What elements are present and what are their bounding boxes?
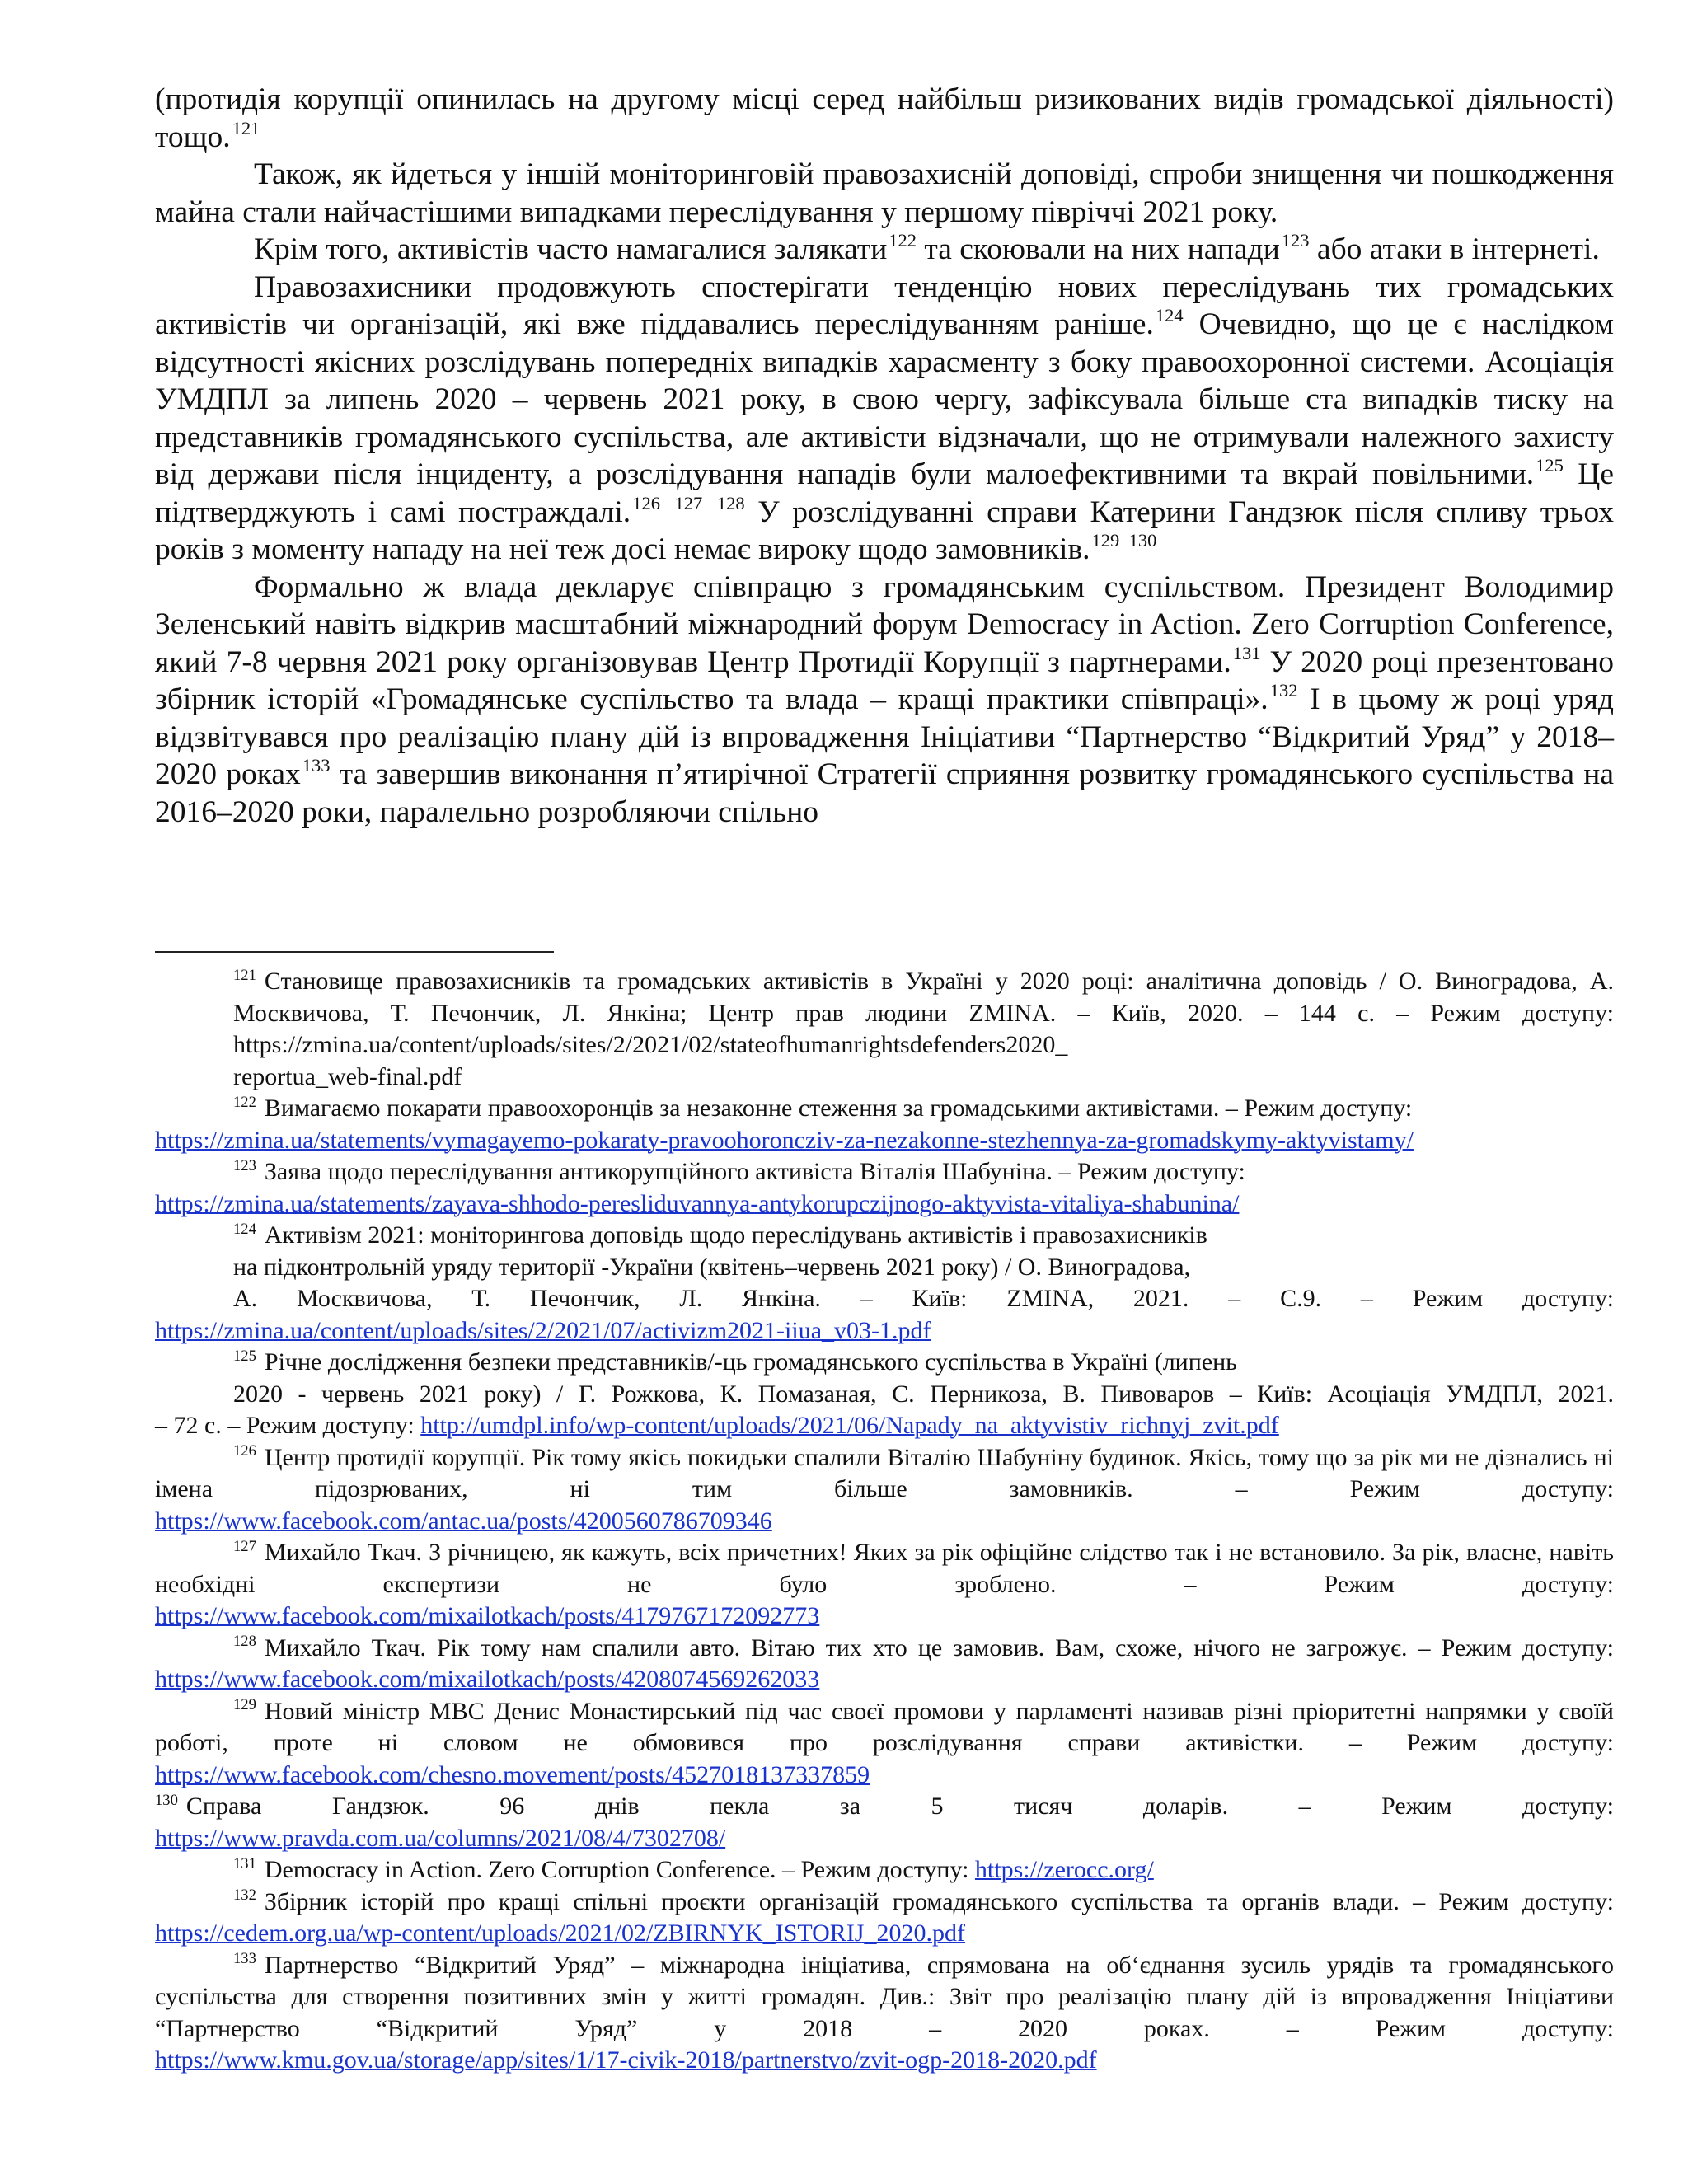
- footnote-124: $^{124}$ Активізм 2021: моніторингова доповідь щодо переслідувань активістів і правозахисників на підконтрольній уряду території -України (квітень–червень 2021 року) / О. Виноградова, А. Москвичова, Т. Печончик, Л. Янкіна. – Київ: ZMINA, 2021. – С.9. – Режим доступу: https://zmina.ua/content/uploads/sites/2/2021/07/activizm2021-iiua_v03-1.pdf: [155, 1220, 1614, 1344]
- footnote-continuation: reportua_web-final.pdf: [233, 1062, 462, 1090]
- footnote-123: $^{123}$ Заява щодо переслідування антикорупційного активіста Віталія Шабуніна. – Режим доступу: https://zmina.ua/statements/zayava-shhodo-peresliduvannya-antykorupczijnogo-aktyvista-vitaliya-shabunina/: [155, 1156, 1245, 1217]
- footnote-number: 128: [233, 1633, 256, 1651]
- footnote-link[interactable]: https://www.facebook.com/antac.ua/posts/4200560786709346: [155, 1507, 772, 1535]
- footnote-ref[interactable]: 122: [889, 230, 917, 251]
- footnote-link[interactable]: https://zmina.ua/statements/zayava-shhodo-peresliduvannya-antykorupczijnogo-aktyvista-vitaliya-shabunina/: [155, 1189, 1240, 1217]
- footnote-133: $^{133}$ Партнерство “Відкритий Уряд” – міжнародна ініціатива, спрямована на об‘єднання зусиль урядів та громадянського суспільства для створення позитивних змін у житті громадян. Див.: Звіт про реалізацію плану дій із впровадження Ініціативи “Партнерство “Відкритий Уряд” у 2018 – 2020 роках. – Режим доступу: https://www.kmu.gov.ua/storage/app/sites/1/17-civik-2018/partnerstvo/zvit-ogp-2018-2020.pdf: [155, 1950, 1614, 2074]
- footnote-link[interactable]: https://zmina.ua/content/uploads/sites/2/2021/07/activizm2021-iiua_v03-1.pdf: [155, 1316, 931, 1344]
- footnotes: [155, 966, 1614, 2077]
- footnote-link[interactable]: https://www.facebook.com/mixailotkach/posts/4208074569262033: [155, 1666, 820, 1693]
- footnote-127: $^{127}$ Михайло Ткач. З річницею, як кажуть, всіх причетних! Яких за рік офіційне слідство так і не встановило. За рік, власне, навіть необхідні експертизи не було зроблено. – Режим доступу: https://www.facebook.com/mixailotkach/posts/4179767172092773: [155, 1537, 1614, 1629]
- footnote-ref[interactable]: 133: [302, 755, 331, 776]
- footnote-link[interactable]: https://www.facebook.com/chesno.movement/posts/4527018137337859: [155, 1760, 870, 1788]
- footnote-ref[interactable]: 131: [1232, 642, 1261, 663]
- footnote-129: $^{129}$ Новий міністр МВС Денис Монастирський під час своєї промови у парламенті називав різні пріоритетні напрямки у своїй роботі, проте ні словом не обмовився про розслідування справи активістки. – Режим доступу: https://www.facebook.com/chesno.movement/posts/4527018137337859: [155, 1696, 1614, 1788]
- footnote-link[interactable]: http://umdpl.info/wp-content/uploads/2021/06/Napady_na_aktyvistiv_richnyj_zvit.pdf: [420, 1412, 1279, 1439]
- footnote-ref[interactable]: 126: [632, 492, 660, 513]
- footnote-link[interactable]: https://cedem.org.ua/wp-content/uploads/2021/02/ZBIRNYK_ISTORIJ_2020.pdf: [155, 1919, 965, 1947]
- footnote-number: 132: [233, 1886, 256, 1905]
- footnote-122: $^{122}$ Вимагаємо покарати правоохоронців за незаконне стеження за громадськими активістами. – Режим доступу: https://zmina.ua/statements/vymagayemo-pokaraty-pravoohoroncziv-za-nezakonne-stezhennya-za-gromadskymy-aktyvistamy/: [155, 1093, 1414, 1154]
- footnote-ref[interactable]: 121: [232, 117, 260, 138]
- paragraph-2: Також, як йдеться у іншій моніторинговій правозахисній доповіді, спроби знищення чи пошкодження майна стали найчастішими випадками переслідування у першому півріччі 2021 року.: [155, 157, 1614, 229]
- footnote-ref[interactable]: 127: [674, 492, 703, 513]
- paragraph-1: (протидія корупції опинилась на другому місці серед найбільш ризикованих видів громадської діяльності) тощо.$^{121}$: [155, 82, 1614, 154]
- footnote-number: 126: [233, 1442, 256, 1460]
- footnote-number: 129: [233, 1696, 256, 1714]
- footnote-number: 122: [233, 1093, 256, 1111]
- footnote-ref[interactable]: 130: [1128, 530, 1157, 551]
- footnote-number: 130: [155, 1791, 178, 1809]
- paragraph-5: Формально ж влада декларує співпрацю з громадянським суспільством. Президент Володимир Зеленський навіть відкрив масштабний міжнародний форум Democracy in Action. Zero Corruption Conference, який 7-8 червня 2021 року організовував Центр Протидії Корупції з партнерами.$^{131}$ У 2020 році презентовано збірник історій «Громадянське суспільство та влада – кращі практики співпраці».$^{132}$ І в цьому ж році уряд відзвітувався про реалізацію плану дій із впровадження Ініціативи “Партнерство “Відкритий Уряд” у 2018–2020 роках$^{133}$ та завершив виконання п’ятирічної Стратегії сприяння розвитку громадянського суспільства на 2016–2020 роки, паралельно розробляючи спільно: [155, 569, 1615, 829]
- footnote-link[interactable]: https://zerocc.org/: [974, 1856, 1154, 1883]
- footnote-ref[interactable]: 123: [1281, 230, 1310, 251]
- paragraph-4: Правозахисники продовжують спостерігати тенденцію нових переслідувань тих громадських активістів чи організацій, які вже піддавались переслідуванням раніше.$^{124}$ Очевидно, що це є наслідком відсутності якісних розслідувань попередніх випадків харасменту з боку правоохоронної системи. Асоціація УМДПЛ за липень 2020 – червень 2021 року, в свою чергу, зафіксувала більше ста випадків тиску на представників громадянського суспільства, але активісти відзначали, що не отримували належного захисту від держави після інциденту, а розслідування нападів були малоефективними та вкрай повільними.$^{125}$ Це підтверджують і самі постраждалі.$^{126}$ $^{127}$ $^{128}$ У розслідуванні справи Катерини Гандзюк після спливу трьох років з моменту нападу на неї теж досі немає вироку щодо замовників.$^{129}$ $^{130}$: [155, 269, 1615, 566]
- footnote-number: 124: [233, 1220, 256, 1238]
- footnote-ref[interactable]: 125: [1536, 455, 1564, 476]
- footnote-ref[interactable]: 132: [1269, 680, 1298, 701]
- paragraph-3: Крім того, активістів часто намагалися залякати$^{122}$ та скоювали на них напади$^{123}$ або атаки в інтернеті.: [254, 230, 1600, 266]
- footnote-132: $^{132}$ Збірник історій про кращі спільні проєкти організацій громадянського суспільства та органів влади. – Режим доступу: https://cedem.org.ua/wp-content/uploads/2021/02/ZBIRNYK_ISTORIJ_2020.pdf: [155, 1886, 1614, 1947]
- footnote-ref[interactable]: 124: [1155, 305, 1184, 326]
- footnote-link[interactable]: https://www.kmu.gov.ua/storage/app/sites/1/17-civik-2018/partnerstvo/zvit-ogp-2018-2020.pdf: [155, 2046, 1097, 2074]
- footnote-128: $^{128}$ Михайло Ткач. Рік тому нам спалили авто. Вітаю тих хто це замовив. Вам, схоже, нічого не загрожує. – Режим доступу: https://www.facebook.com/mixailotkach/posts/4208074569262033: [155, 1633, 1614, 1693]
- footnote-126: $^{126}$ Центр протидії корупції. Рік тому якісь покидьки спалили Віталію Шабуніну будинок. Якісь, тому що за рік ми не дізнались ні імена підозрюваних, ні тим більше замовників. – Режим доступу: https://www.facebook.com/antac.ua/posts/4200560786709346: [155, 1442, 1614, 1535]
- footnote-number: 123: [233, 1156, 256, 1174]
- footnote-ref[interactable]: 128: [716, 492, 745, 513]
- footnote-link[interactable]: https://www.pravda.com.ua/columns/2021/08/4/7302708/: [155, 1824, 726, 1852]
- footnote-125: $^{125}$ Річне дослідження безпеки представників/-ць громадянського суспільства в Україні (липень 2020 - червень 2021 року) / Г. Рожкова, К. Помазаная, С. Перникоза, В. Пивоваров – Київ: Асоціація УМДПЛ, 2021. – 72 с. – Режим доступу: http://umdpl.info/wp-content/uploads/2021/06/Napady_na_aktyvistiv_richnyj_zvit.pdf: [155, 1347, 1614, 1439]
- footnote-separator: [155, 951, 554, 953]
- footnote-number: 127: [233, 1537, 256, 1555]
- footnote-ref[interactable]: 129: [1091, 530, 1120, 551]
- footnote-number: 131: [233, 1854, 256, 1872]
- footnote-131: $^{131}$ Democracy in Action. Zero Corruption Conference. – Режим доступу: https://zerocc.org/: [233, 1854, 1154, 1883]
- footnote-number: 125: [233, 1347, 256, 1365]
- footnote-link[interactable]: https://zmina.ua/statements/vymagayemo-pokaraty-pravoohoroncziv-za-nezakonne-stezhennya-za-gromadskymy-aktyvistamy/: [155, 1126, 1414, 1154]
- main-text: [155, 81, 1614, 831]
- footnote-link[interactable]: https://www.facebook.com/mixailotkach/posts/4179767172092773: [155, 1602, 820, 1629]
- footnote-number: 121: [233, 966, 256, 984]
- footnote-number: 133: [233, 1950, 256, 1968]
- footnote-121: $^{121}$ Становище правозахисників та громадських активістів в Україні у 2020 році: аналітична доповідь / О. Виноградова, А. Москвичова, Т. Печончик, Л. Янкіна; Центр прав людини ZMINA. – Київ, 2020. – 144 с. – Режим доступу: https://zmina.ua/content/uploads/sites/2/2021/02/stateofhumanrightsdefenders2020_ reportua_web-final.pdf: [155, 966, 1614, 1093]
- footnote-130: $^{130}$ Справа Гандзюк. 96 днів пекла за 5 тисяч доларів. – Режим доступу: https://www.pravda.com.ua/columns/2021/08/4/7302708/: [155, 1791, 1614, 1852]
